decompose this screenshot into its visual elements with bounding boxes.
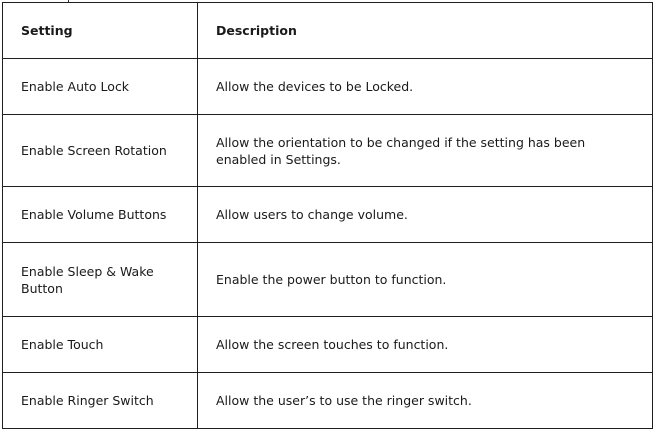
column-header-setting: Setting — [3, 3, 198, 59]
setting-cell: Enable Volume Buttons — [3, 187, 198, 243]
setting-cell: Enable Sleep & Wake Button — [3, 243, 198, 317]
table-row — [3, 317, 653, 373]
settings-table — [2, 2, 653, 429]
setting-cell: Enable Touch — [3, 317, 198, 373]
description-cell: Enable the power button to function. — [198, 243, 653, 317]
description-cell: Allow the devices to be Locked. — [198, 59, 653, 115]
column-header-description: Description — [198, 3, 653, 59]
description-cell: Allow the orientation to be changed if the setting has been enabled in Settings. — [198, 115, 653, 187]
table-row — [3, 373, 653, 429]
table-header-row — [3, 3, 653, 59]
table-row — [3, 243, 653, 317]
setting-cell: Enable Auto Lock — [3, 59, 198, 115]
description-cell: Allow the user’s to use the ringer switch. — [198, 373, 653, 429]
setting-cell: Enable Screen Rotation — [3, 115, 198, 187]
setting-cell: Enable Ringer Switch — [3, 373, 198, 429]
description-cell: Allow the screen touches to function. — [198, 317, 653, 373]
table-row — [3, 187, 653, 243]
table-row — [3, 115, 653, 187]
description-cell: Allow users to change volume. — [198, 187, 653, 243]
table-row — [3, 59, 653, 115]
